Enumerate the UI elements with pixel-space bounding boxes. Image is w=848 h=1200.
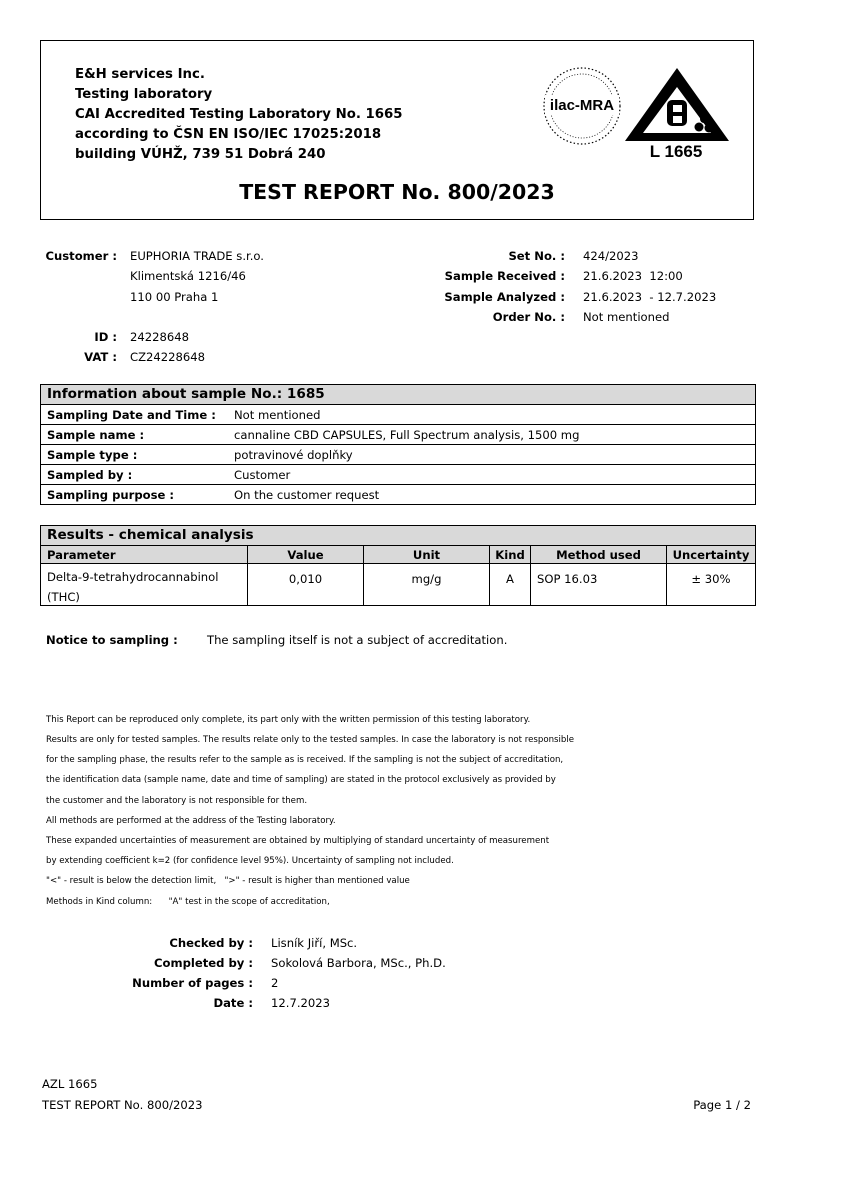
footer-report: TEST REPORT No. 800/2023 [42,1098,203,1112]
customer-vat-label: VAT : [84,350,117,364]
cai-accreditation-logo [621,65,733,149]
cai-lab-number: L 1665 [649,142,703,161]
table-row [41,564,755,605]
lab-address: building VÚHŽ, 739 51 Dobrá 240 [75,147,326,162]
results-table [40,525,756,606]
svg-text:ilac-MRA: ilac-MRA [549,97,615,114]
page-number: Page 1 / 2 [693,1098,751,1112]
sample-info-value: cannaline CBD CAPSULES, Full Spectrum analysis, 1500 mg [234,428,580,442]
sample-info-value: Customer [234,468,291,482]
checked-by-label: Checked by : [169,936,253,950]
sample-analyzed-value: 21.6.2023 - 12.7.2023 [583,290,717,304]
note-line: the identification data (sample name, date and time of sampling) are stated in the protocol exclusively as provided by [46,775,556,785]
notice-text: The sampling itself is not a subject of accreditation. [207,633,508,647]
footer-code: AZL 1665 [42,1077,98,1091]
sample-info-value: On the customer request [234,488,380,502]
sample-analyzed-label: Sample Analyzed : [444,290,565,304]
date-label: Date : [213,996,253,1010]
sample-info-value: potravinové doplňky [234,448,353,462]
results-heading-bar [41,526,755,546]
sample-info-row [41,425,755,445]
kind-cell: A [489,564,530,605]
results-header-row [41,546,755,564]
sample-info-row [41,405,755,425]
sample-info-heading-bar [41,385,755,405]
customer-id-label: ID : [94,330,117,344]
checked-by-value: Lisník Jiří, MSc. [271,936,358,950]
note-line: This Report can be reproduced only complete, its part only with the written permission of this testing laboratory. [46,715,531,725]
sample-info-label: Sampling purpose : [47,488,175,502]
lab-name: E&H services Inc. [75,67,205,82]
note-line: These expanded uncertainties of measurement are obtained by multiplying of standard uncertainty of measurement [46,836,550,846]
notice-label: Notice to sampling : [46,633,178,647]
report-title: TEST REPORT No. 800/2023 [239,180,555,204]
note-line: All methods are performed at the address of the Testing laboratory. [46,816,336,826]
completed-by-label: Completed by : [154,956,253,970]
parameter-name: Delta-9-tetrahydrocannabinol [47,570,219,584]
lab-type: Testing laboratory [75,87,213,102]
lab-standard: according to ČSN EN ISO/IEC 17025:2018 [75,127,382,142]
column-header-parameter: Parameter [47,548,116,562]
order-number-value: Not mentioned [583,310,670,324]
parameter-abbrev: (THC) [47,590,80,604]
order-number-label: Order No. : [492,310,565,324]
sample-info-row [41,485,755,505]
sample-info-table [40,384,756,505]
note-line: Methods in Kind column: "A" test in the scope of accreditation, [46,897,330,907]
note-line: for the sampling phase, the results refer to the sample as is received. If the sampling is not the subject of accreditation, [46,755,564,765]
set-number-value: 424/2023 [583,249,639,263]
note-line: Results are only for tested samples. The results relate only to the tested samples. In case the laboratory is not responsible [46,735,575,745]
customer-vat-value: CZ24228648 [130,350,206,364]
customer-id-value: 24228648 [130,330,190,344]
sample-info-row [41,445,755,465]
customer-city: 110 00 Praha 1 [130,290,219,304]
customer-name: EUPHORIA TRADE s.r.o. [130,249,264,263]
method-cell: SOP 16.03 [530,564,666,605]
sample-info-row [41,465,755,485]
note-line: the customer and the laboratory is not responsible for them. [46,796,308,806]
sample-received-value: 21.6.2023 12:00 [583,269,683,283]
column-header-kind: Kind [489,546,530,563]
number-of-pages-label: Number of pages : [132,976,253,990]
sample-info-label: Sampled by : [47,468,133,482]
set-number-label: Set No. : [508,249,565,263]
completed-by-value: Sokolová Barbora, MSc., Ph.D. [271,956,446,970]
sample-info-label: Sample type : [47,448,138,462]
customer-label: Customer : [45,249,117,263]
report-header [40,40,754,220]
sample-received-label: Sample Received : [444,269,565,283]
column-header-value: Value [247,546,363,563]
ilac-mra-logo [541,65,623,151]
column-header-unit: Unit [363,546,489,563]
note-line: by extending coefficient k=2 (for confidence level 95%). Uncertainty of sampling not included. [46,856,454,866]
parameter-cell [41,564,247,605]
date-value: 12.7.2023 [271,996,331,1010]
column-header-method: Method used [530,546,666,563]
note-line: "<" - result is below the detection limit, ">" - result is higher than mentioned value [46,876,410,886]
column-header-uncertainty: Uncertainty [666,546,755,563]
value-cell: 0,010 [247,564,363,605]
lab-accreditation: CAI Accredited Testing Laboratory No. 1665 [75,107,403,122]
sample-info-label: Sampling Date and Time : [47,408,216,422]
uncertainty-cell: ± 30% [666,564,755,605]
sample-info-label: Sample name : [47,428,145,442]
number-of-pages-value: 2 [271,976,279,990]
results-heading: Results - chemical analysis [47,527,254,543]
customer-street: Klimentská 1216/46 [130,269,246,283]
sample-info-heading: Information about sample No.: 1685 [47,386,325,402]
sample-info-value: Not mentioned [234,408,321,422]
unit-cell: mg/g [363,564,489,605]
